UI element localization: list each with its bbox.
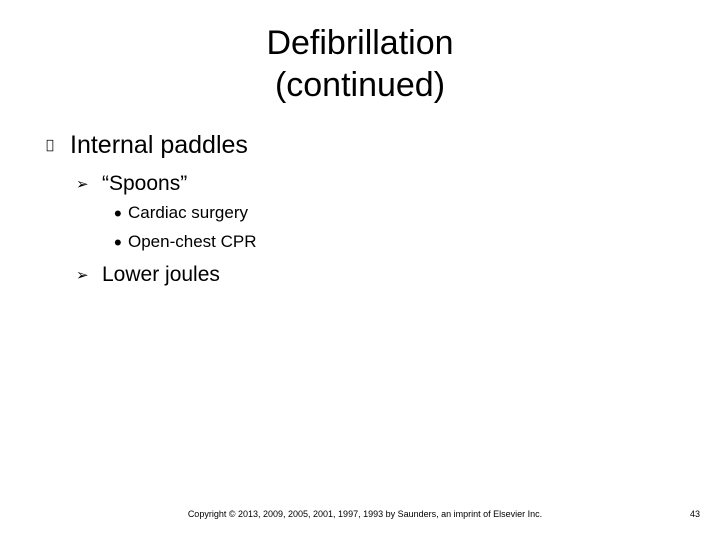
- bullet-spoons: [76, 172, 187, 196]
- arrow-bullet-icon: ➢: [76, 175, 89, 193]
- bullet-internal-paddles: [46, 131, 248, 160]
- slide-title-line-1: Defibrillation: [266, 24, 454, 62]
- slide-title: [210, 22, 510, 106]
- slide-title-line-2: (continued): [274, 66, 446, 104]
- dot-bullet-icon: •: [114, 200, 122, 226]
- bullet-text: “Spoons”: [102, 172, 188, 195]
- footer-copyright: Copyright © 2013, 2009, 2005, 2001, 1997, 1993 by Saunders, an imprint of Elsevier Inc.: [187, 509, 543, 519]
- bullet-open-chest-cpr: [114, 229, 257, 255]
- bullet-text: Lower joules: [102, 263, 220, 286]
- bullet-text: Open-chest CPR: [128, 232, 257, 251]
- dot-bullet-icon: •: [114, 229, 122, 255]
- bullet-text: Internal paddles: [70, 131, 248, 159]
- bullet-marker-icon: [46, 138, 70, 153]
- bullet-cardiac-surgery: [114, 200, 248, 226]
- bullet-text: Cardiac surgery: [128, 203, 248, 222]
- page-number: 43: [689, 509, 700, 519]
- bullet-lower-joules: [76, 263, 220, 287]
- arrow-bullet-icon: ➢: [76, 266, 89, 284]
